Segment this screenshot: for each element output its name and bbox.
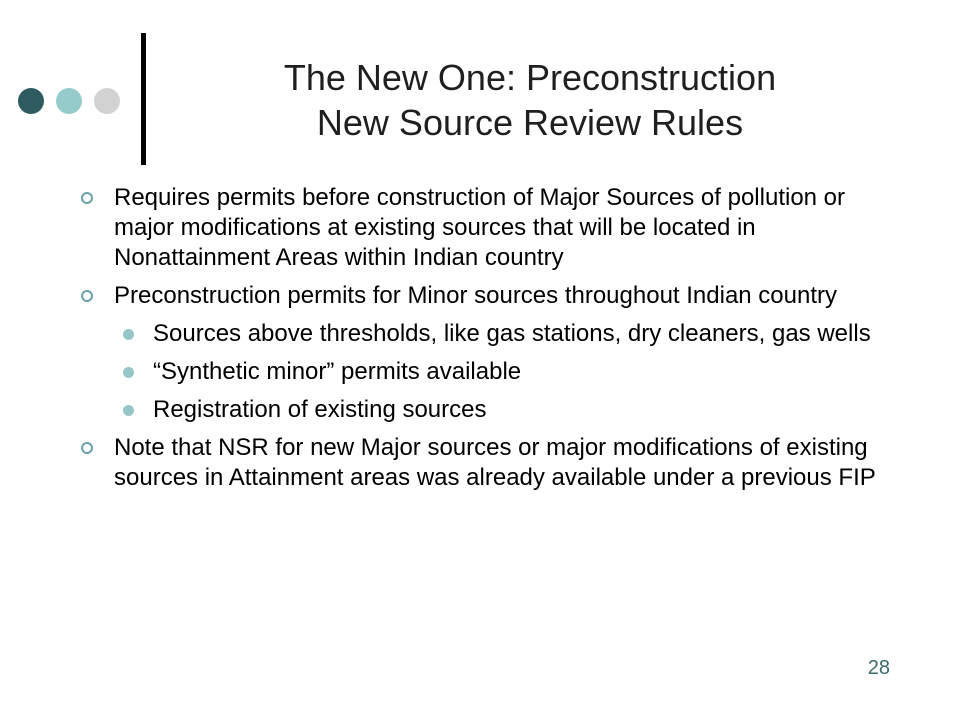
sub-bullet-item: [78, 395, 898, 425]
ring-bullet-icon: [81, 290, 93, 302]
sub-bullet-text: Sources above thresholds, like gas stations, dry cleaners, gas wells: [153, 320, 871, 347]
vertical-divider: [141, 33, 146, 165]
sub-bullet-item: [78, 319, 898, 349]
gray-dot: [94, 88, 120, 114]
sub-bullet-text: Registration of existing sources: [153, 396, 487, 423]
bullet-item: [78, 281, 898, 311]
bullet-text: Preconstruction permits for Minor sources throughout Indian country: [114, 282, 838, 309]
bullet-item: [78, 183, 898, 273]
dot-bullet-icon: [123, 367, 134, 378]
dot-bullet-icon: [123, 405, 134, 416]
dark-teal-dot: [18, 88, 44, 114]
sub-bullet-text: “Synthetic minor” permits available: [153, 358, 522, 385]
ring-bullet-icon: [81, 192, 93, 204]
bullet-item: [78, 433, 898, 493]
sub-bullet-item: [78, 357, 898, 387]
title-line-2: New Source Review Rules: [316, 102, 744, 143]
dot-bullet-icon: [123, 329, 134, 340]
slide-content: [78, 183, 898, 501]
light-teal-dot: [56, 88, 82, 114]
title-line-1: The New One: Preconstruction: [283, 57, 777, 98]
page-number: 28: [867, 657, 890, 679]
bullet-text: Requires permits before construction of Major Sources of pollution or major modifications at existing sources that will be located in Nonattainment Areas within Indian country: [114, 184, 846, 271]
decorative-dots: [18, 88, 128, 114]
bullet-text: Note that NSR for new Major sources or major modifications of existing sources in Attainment areas was already available under a previous FIP: [114, 434, 876, 491]
ring-bullet-icon: [81, 442, 93, 454]
slide-title: [180, 55, 880, 145]
